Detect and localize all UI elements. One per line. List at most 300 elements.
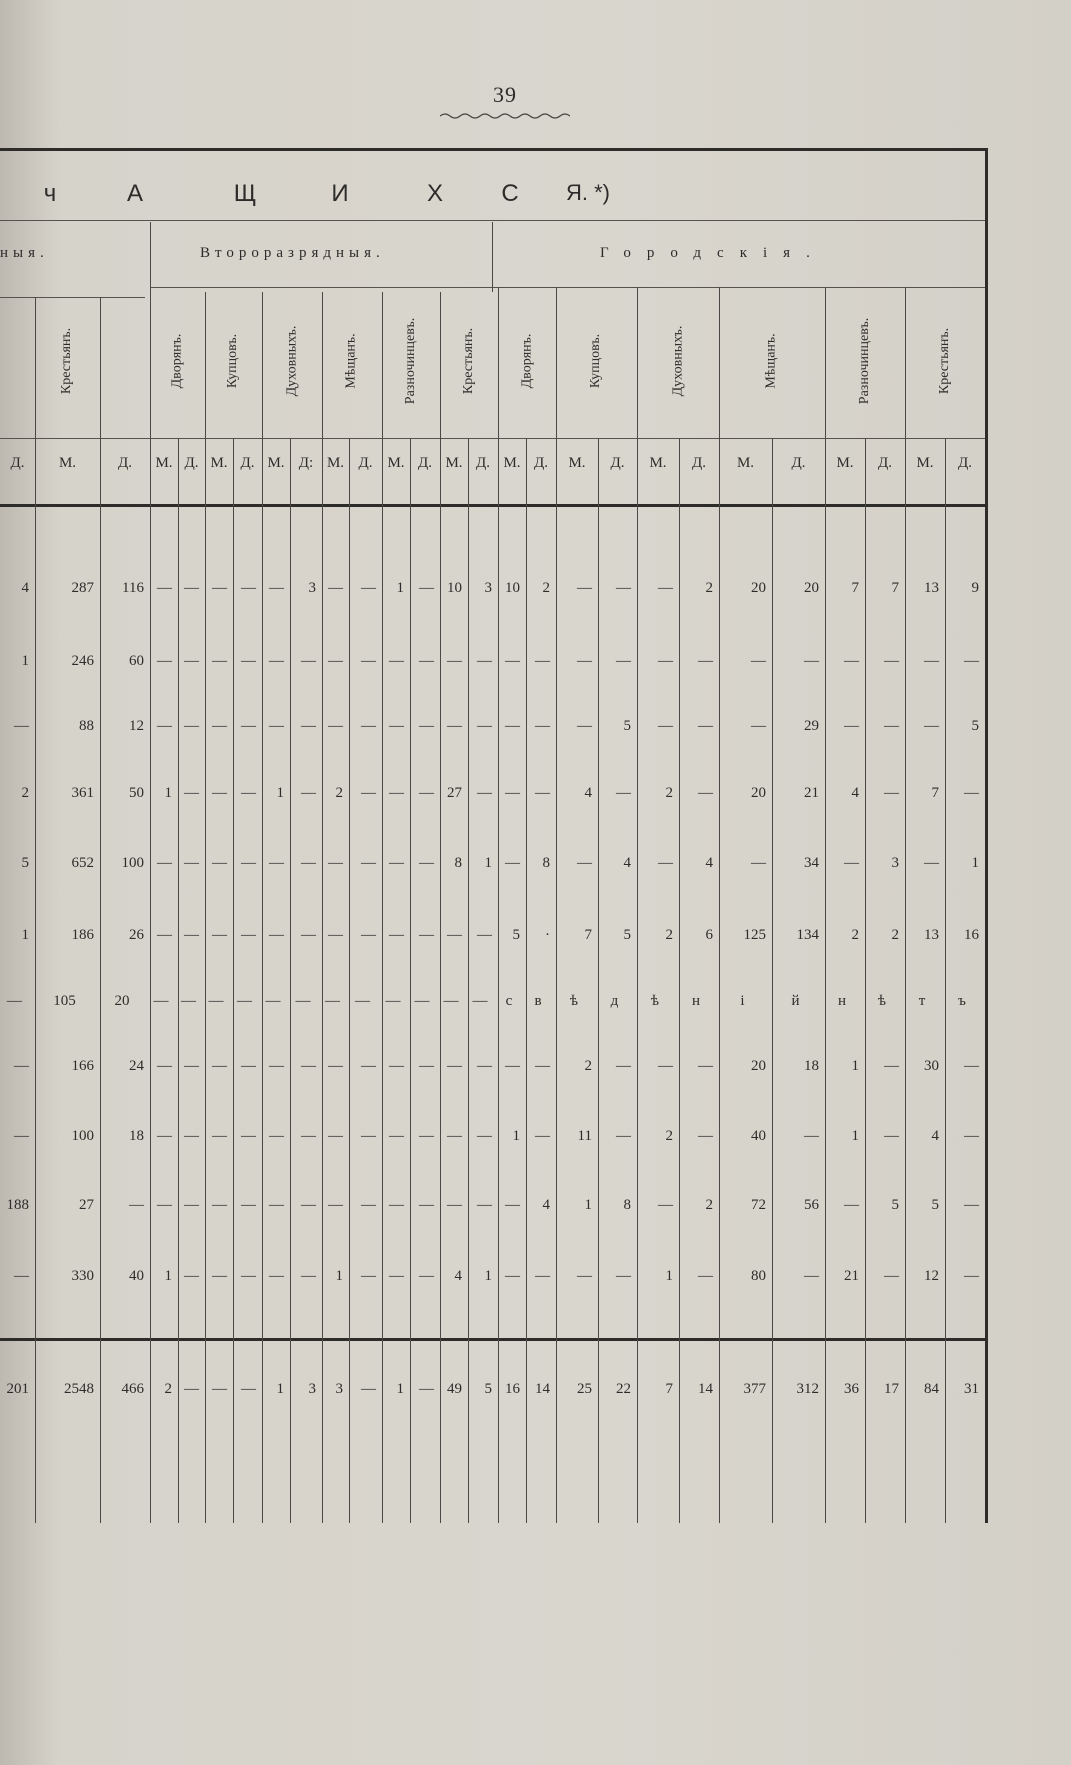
table-cell: 3 bbox=[335, 1381, 343, 1397]
table-cell: — bbox=[184, 718, 199, 734]
table-cell: — bbox=[419, 1058, 434, 1074]
table-cell: 5 bbox=[623, 927, 631, 943]
header-divider bbox=[905, 287, 906, 438]
table-cell: — bbox=[616, 785, 631, 801]
md-header-cell: М. bbox=[649, 455, 667, 471]
table-cell: — bbox=[7, 993, 22, 1009]
table-cell: — bbox=[237, 993, 252, 1009]
table-cell: — bbox=[184, 1381, 199, 1397]
table-cell: 31 bbox=[964, 1381, 979, 1397]
table-cell: 16 bbox=[964, 927, 979, 943]
table-cell: й bbox=[791, 993, 800, 1009]
table-cell: — bbox=[658, 1058, 673, 1074]
column-header bbox=[498, 292, 556, 430]
table-cell: 1 bbox=[851, 1128, 859, 1144]
table-cell: 4 bbox=[623, 855, 631, 871]
table-cell: — bbox=[301, 1058, 316, 1074]
column-divider bbox=[440, 438, 441, 1523]
column-divider bbox=[526, 438, 527, 1523]
table-cell: ѣ bbox=[650, 993, 660, 1009]
column-divider bbox=[262, 438, 263, 1523]
table-cell: і bbox=[740, 993, 745, 1009]
table-cell: — bbox=[964, 1128, 979, 1144]
table-cell: — bbox=[328, 1128, 343, 1144]
column-header-label: Мѣщанъ. bbox=[764, 333, 779, 389]
header-divider bbox=[498, 287, 499, 438]
column-header-label: Дворянъ. bbox=[169, 333, 185, 389]
table-cell: — bbox=[804, 1268, 819, 1284]
table-cell: — bbox=[535, 718, 550, 734]
table-cell: — bbox=[153, 993, 169, 1009]
table-cell: — bbox=[419, 653, 434, 669]
table-cell: — bbox=[884, 718, 899, 734]
table-cell: 4 bbox=[542, 1197, 550, 1213]
md-header-cell: Д. bbox=[240, 455, 255, 471]
table-cell: — bbox=[212, 580, 227, 596]
table-cell: — bbox=[419, 855, 434, 871]
table-cell: 20 bbox=[751, 580, 766, 596]
table-cell: 20 bbox=[751, 785, 766, 801]
table-cell: — bbox=[14, 1268, 29, 1284]
table-cell: — bbox=[577, 580, 592, 596]
right-border bbox=[985, 148, 988, 1523]
md-header-cell: М. bbox=[836, 455, 854, 471]
column-header bbox=[382, 292, 440, 430]
md-header-cell: М. bbox=[916, 455, 934, 471]
table-cell: 6 bbox=[705, 927, 713, 943]
table-cell: 1 bbox=[512, 1128, 520, 1144]
table-cell: — bbox=[241, 1058, 256, 1074]
table-cell: 4 bbox=[851, 785, 859, 801]
table-cell: 88 bbox=[79, 718, 94, 734]
md-header-cell: М. bbox=[568, 455, 586, 471]
table-cell: — bbox=[157, 1197, 172, 1213]
table-cell: — bbox=[389, 855, 404, 871]
table-cell: — bbox=[616, 580, 631, 596]
table-cell: н bbox=[837, 993, 847, 1009]
table-cell: — bbox=[924, 653, 939, 669]
table-cell: — bbox=[964, 1197, 979, 1213]
table-cell: — bbox=[698, 1128, 713, 1144]
md-header-cell: М. bbox=[326, 455, 345, 471]
group-town: Городскія. bbox=[600, 245, 826, 261]
table-cell: 29 bbox=[804, 718, 819, 734]
title-letter: А bbox=[126, 180, 143, 207]
table-cell: — bbox=[361, 1128, 376, 1144]
table-cell: — bbox=[328, 1058, 343, 1074]
table-cell: — bbox=[328, 1197, 343, 1213]
md-header-cell: Д. bbox=[878, 455, 892, 471]
table-cell: — bbox=[477, 927, 492, 943]
table-cell: — bbox=[241, 653, 256, 669]
table-cell: 1 bbox=[484, 1268, 492, 1284]
table-cell: 17 bbox=[884, 1381, 899, 1397]
table-cell: 7 bbox=[891, 580, 899, 596]
column-header-label: Купцовъ. bbox=[588, 333, 604, 389]
table-cell: в bbox=[534, 993, 542, 1009]
table-cell: 27 bbox=[447, 785, 462, 801]
table-cell: — bbox=[212, 1381, 227, 1397]
table-cell: 10 bbox=[505, 580, 520, 596]
table-cell: — bbox=[505, 653, 520, 669]
table-cell: — bbox=[181, 993, 196, 1009]
column-header-label: Купцовъ. bbox=[225, 333, 241, 389]
table-cell: 1 bbox=[276, 785, 284, 801]
table-cell: 2 bbox=[542, 580, 550, 596]
table-cell: 16 bbox=[505, 1381, 520, 1397]
md-header-cell: Д. bbox=[692, 455, 706, 471]
column-divider bbox=[178, 438, 179, 1523]
table-cell: — bbox=[443, 993, 459, 1009]
column-divider bbox=[233, 438, 234, 1523]
column-divider bbox=[150, 438, 151, 1523]
table-cell: — bbox=[964, 1058, 979, 1074]
table-cell: — bbox=[301, 785, 316, 801]
table-cell: — bbox=[241, 1197, 256, 1213]
table-cell: — bbox=[419, 1268, 434, 1284]
md-header-cell: М. bbox=[445, 455, 463, 471]
md-header-cell: Д. bbox=[184, 455, 199, 471]
column-divider bbox=[100, 438, 101, 1523]
table-cell: — bbox=[361, 1197, 376, 1213]
column-header bbox=[440, 292, 498, 430]
table-cell: — bbox=[414, 993, 430, 1009]
header-divider bbox=[100, 297, 101, 438]
table-cell: — bbox=[844, 653, 859, 669]
column-header-label: Дворянъ. bbox=[519, 333, 534, 389]
table-cell: 2 bbox=[665, 927, 673, 943]
table-cell: 18 bbox=[129, 1128, 144, 1144]
table-cell: 652 bbox=[71, 855, 94, 871]
table-cell: — bbox=[884, 785, 899, 801]
table-cell: — bbox=[184, 855, 199, 871]
title-letter: ч bbox=[43, 180, 57, 207]
table-cell: — bbox=[269, 1197, 284, 1213]
column-divider bbox=[865, 438, 866, 1523]
header-divider bbox=[637, 287, 638, 438]
table-cell: — bbox=[447, 653, 462, 669]
table-cell: — bbox=[389, 1268, 404, 1284]
md-header-cell: Д: bbox=[298, 455, 314, 471]
table-cell: — bbox=[328, 927, 343, 943]
column-header bbox=[262, 292, 322, 430]
table-cell: 1 bbox=[584, 1197, 592, 1213]
table-cell: — bbox=[577, 855, 592, 871]
column-header-label: Разночинцевъ. bbox=[403, 317, 418, 405]
header-divider bbox=[556, 287, 557, 438]
md-header-cell: М. bbox=[387, 455, 405, 471]
table-cell: — bbox=[535, 1128, 550, 1144]
table-cell: 312 bbox=[796, 1381, 819, 1397]
table-cell: — bbox=[616, 1128, 631, 1144]
table-cell: 36 bbox=[844, 1381, 859, 1397]
column-divider bbox=[719, 438, 720, 1523]
table-cell: 4 bbox=[584, 785, 592, 801]
table-cell: — bbox=[241, 580, 256, 596]
table-cell: 186 bbox=[71, 927, 94, 943]
table-cell: — bbox=[241, 1268, 256, 1284]
table-cell: — bbox=[698, 653, 713, 669]
md-header-cell: М. bbox=[58, 455, 77, 471]
table-cell: 18 bbox=[804, 1058, 819, 1074]
table-cell: — bbox=[477, 1128, 492, 1144]
table-cell: 166 bbox=[71, 1058, 94, 1074]
table-cell: — bbox=[328, 855, 343, 871]
table-cell: 330 bbox=[71, 1268, 94, 1284]
group-second-class: Второразрядныя. bbox=[200, 245, 385, 261]
table-cell: — bbox=[208, 993, 224, 1009]
table-cell: — bbox=[535, 785, 550, 801]
table-cell: — bbox=[269, 653, 284, 669]
table-cell: 8 bbox=[542, 855, 550, 871]
table-cell: 25 bbox=[577, 1381, 592, 1397]
header-divider bbox=[262, 292, 263, 438]
table-cell: — bbox=[212, 785, 227, 801]
table-cell: — bbox=[184, 927, 199, 943]
table-cell: 2 bbox=[891, 927, 899, 943]
table-cell: д bbox=[610, 993, 619, 1009]
column-header-label: Духовныхъ. bbox=[284, 325, 300, 397]
table-cell: 27 bbox=[79, 1197, 94, 1213]
table-cell: 7 bbox=[665, 1381, 673, 1397]
table-cell: — bbox=[212, 1128, 227, 1144]
table-cell: 80 bbox=[751, 1268, 766, 1284]
md-header-cell: М. bbox=[503, 455, 521, 471]
table-cell: — bbox=[328, 580, 343, 596]
table-cell: 40 bbox=[129, 1268, 144, 1284]
table-cell: — bbox=[184, 653, 199, 669]
column-divider bbox=[556, 438, 557, 1523]
column-header bbox=[637, 292, 719, 430]
table-cell: — bbox=[265, 993, 281, 1009]
header-divider bbox=[440, 292, 441, 438]
table-cell: — bbox=[361, 927, 376, 943]
table-cell: 4 bbox=[705, 855, 713, 871]
table-cell: — bbox=[658, 653, 673, 669]
table-cell: — bbox=[577, 1268, 592, 1284]
table-cell: — bbox=[269, 1058, 284, 1074]
table-cell: — bbox=[419, 580, 434, 596]
column-header-label: Крестьянъ. bbox=[59, 327, 75, 395]
page-number: 39 bbox=[493, 82, 517, 107]
md-header-cell: Д. bbox=[534, 455, 548, 471]
table-cell: 4 bbox=[21, 580, 29, 596]
table-cell: — bbox=[157, 1128, 172, 1144]
table-cell: 2 bbox=[851, 927, 859, 943]
table-cell: — bbox=[269, 927, 284, 943]
table-cell: — bbox=[844, 855, 859, 871]
table-cell: 116 bbox=[122, 580, 144, 596]
table-cell: — bbox=[477, 1058, 492, 1074]
table-cell: — bbox=[212, 1268, 227, 1284]
group-bottom-rule bbox=[150, 287, 985, 288]
table-cell: 1 bbox=[971, 855, 979, 871]
column-divider bbox=[322, 438, 323, 1523]
table-cell: — bbox=[616, 1058, 631, 1074]
table-cell: — bbox=[577, 653, 592, 669]
table-cell: 105 bbox=[53, 993, 76, 1009]
table-cell: — bbox=[361, 1381, 376, 1397]
table-cell: — bbox=[269, 718, 284, 734]
table-cell: 40 bbox=[751, 1128, 766, 1144]
table-cell: — bbox=[505, 785, 520, 801]
table-cell: — bbox=[184, 1058, 199, 1074]
table-cell: — bbox=[184, 1128, 199, 1144]
table-cell: 5 bbox=[931, 1197, 939, 1213]
table-cell: — bbox=[269, 855, 284, 871]
table-cell: — bbox=[419, 785, 434, 801]
md-header-cell: М. bbox=[155, 455, 173, 471]
title-suffix: Я. *) bbox=[566, 180, 610, 205]
md-header-cell: Д. bbox=[791, 455, 806, 471]
table-cell: 125 bbox=[743, 927, 766, 943]
table-cell: — bbox=[698, 1268, 713, 1284]
table-cell: 1 bbox=[21, 927, 29, 943]
table-cell: — bbox=[301, 927, 316, 943]
table-cell: — bbox=[389, 1128, 404, 1144]
table-cell: 9 bbox=[971, 580, 979, 596]
table-cell: 30 bbox=[924, 1058, 939, 1074]
table-cell: — bbox=[385, 993, 401, 1009]
table-cell: — bbox=[535, 1268, 550, 1284]
table-cell: 14 bbox=[698, 1381, 713, 1397]
table-cell: — bbox=[328, 718, 343, 734]
table-cell: — bbox=[419, 718, 434, 734]
table-cell: 49 bbox=[447, 1381, 462, 1397]
table-cell: 2 bbox=[335, 785, 343, 801]
header-divider bbox=[205, 292, 206, 438]
table-cell: — bbox=[212, 855, 227, 871]
title-letter: С bbox=[501, 180, 519, 207]
table-cell: — bbox=[157, 855, 172, 871]
table-cell: · bbox=[545, 927, 550, 943]
table-cell: — bbox=[751, 653, 766, 669]
table-cell: — bbox=[844, 1197, 859, 1213]
table-cell: 3 bbox=[308, 1381, 316, 1397]
table-cell: — bbox=[844, 718, 859, 734]
table-cell: — bbox=[269, 1128, 284, 1144]
table-cell: — bbox=[184, 1268, 199, 1284]
table-cell: — bbox=[804, 653, 819, 669]
table-cell: — bbox=[361, 1268, 376, 1284]
header-divider bbox=[35, 297, 36, 438]
table-cell: — bbox=[477, 653, 492, 669]
table-cell: — bbox=[751, 855, 766, 871]
table-cell: ѣ bbox=[569, 993, 579, 1009]
table-cell: — bbox=[698, 718, 713, 734]
column-header bbox=[556, 292, 637, 430]
table-cell: 60 bbox=[129, 653, 144, 669]
table-cell: — bbox=[14, 1128, 29, 1144]
table-cell: — bbox=[301, 1128, 316, 1144]
table-cell: — bbox=[361, 785, 376, 801]
md-header-cell: Д. bbox=[10, 455, 25, 471]
table-cell: — bbox=[535, 653, 550, 669]
group-divider bbox=[150, 222, 151, 292]
table-cell: — bbox=[535, 1058, 550, 1074]
table-cell: — bbox=[477, 1197, 492, 1213]
table-cell: — bbox=[505, 855, 520, 871]
table-cell: 4 bbox=[454, 1268, 462, 1284]
column-header bbox=[905, 292, 985, 430]
group-divider bbox=[492, 222, 493, 292]
table-cell: — bbox=[924, 855, 939, 871]
table-cell: 34 bbox=[804, 855, 819, 871]
table-cell: 1 bbox=[21, 653, 29, 669]
table-cell: 3 bbox=[308, 580, 316, 596]
table-cell: — bbox=[447, 1058, 462, 1074]
table-cell: 5 bbox=[21, 855, 29, 871]
md-header-cell: Д. bbox=[118, 455, 132, 471]
table-cell: — bbox=[129, 1197, 144, 1213]
column-divider bbox=[382, 438, 383, 1523]
table-cell: — bbox=[804, 1128, 819, 1144]
column-header-label: Крестьянъ. bbox=[461, 327, 477, 395]
table-cell: 8 bbox=[623, 1197, 631, 1213]
table-cell: — bbox=[505, 1268, 520, 1284]
table-cell: — bbox=[884, 1128, 899, 1144]
table-cell: — bbox=[616, 653, 631, 669]
table-cell: 287 bbox=[71, 580, 94, 596]
table-cell: — bbox=[658, 580, 673, 596]
table-cell: 2 bbox=[705, 580, 713, 596]
table-cell: — bbox=[157, 927, 172, 943]
table-cell: — bbox=[964, 1268, 979, 1284]
table-cell: — bbox=[361, 1058, 376, 1074]
table-cell: — bbox=[472, 993, 488, 1009]
table-cell: — bbox=[301, 718, 316, 734]
table-cell: — bbox=[447, 718, 462, 734]
table-cell: — bbox=[361, 855, 376, 871]
table-cell: — bbox=[447, 1128, 462, 1144]
table-cell: — bbox=[157, 653, 172, 669]
table-cell: — bbox=[447, 927, 462, 943]
table-cell: 13 bbox=[924, 927, 939, 943]
table-cell: 26 bbox=[129, 927, 144, 943]
table-cell: — bbox=[212, 927, 227, 943]
table-cell: 50 bbox=[129, 785, 144, 801]
md-header-cell: Д. bbox=[358, 455, 373, 471]
table-cell: — bbox=[14, 718, 29, 734]
table-cell: — bbox=[964, 785, 979, 801]
table-cell: — bbox=[241, 855, 256, 871]
table-cell: н bbox=[691, 993, 701, 1009]
table-cell: 361 bbox=[71, 785, 94, 801]
table-cell: — bbox=[157, 718, 172, 734]
table-cell: 13 bbox=[924, 580, 939, 596]
title-letter: Щ bbox=[233, 180, 257, 207]
table-cell: — bbox=[212, 1058, 227, 1074]
table-cell: — bbox=[157, 580, 172, 596]
table-cell: — bbox=[295, 993, 311, 1009]
column-header bbox=[205, 292, 262, 430]
table-cell: 7 bbox=[931, 785, 939, 801]
column-divider bbox=[468, 438, 469, 1523]
table-cell: 56 bbox=[804, 1197, 819, 1213]
table-cell: 7 bbox=[584, 927, 592, 943]
table-cell: 2 bbox=[665, 1128, 673, 1144]
table-cell: — bbox=[355, 993, 370, 1009]
totals-top-rule bbox=[0, 1338, 985, 1341]
table-cell: — bbox=[924, 718, 939, 734]
table-cell: — bbox=[301, 1197, 316, 1213]
ornament-rule bbox=[440, 112, 570, 120]
table-cell: — bbox=[14, 1058, 29, 1074]
top-rule bbox=[0, 148, 988, 151]
table-cell: — bbox=[505, 1058, 520, 1074]
table-cell: 2 bbox=[21, 785, 29, 801]
table-cell: — bbox=[419, 1197, 434, 1213]
